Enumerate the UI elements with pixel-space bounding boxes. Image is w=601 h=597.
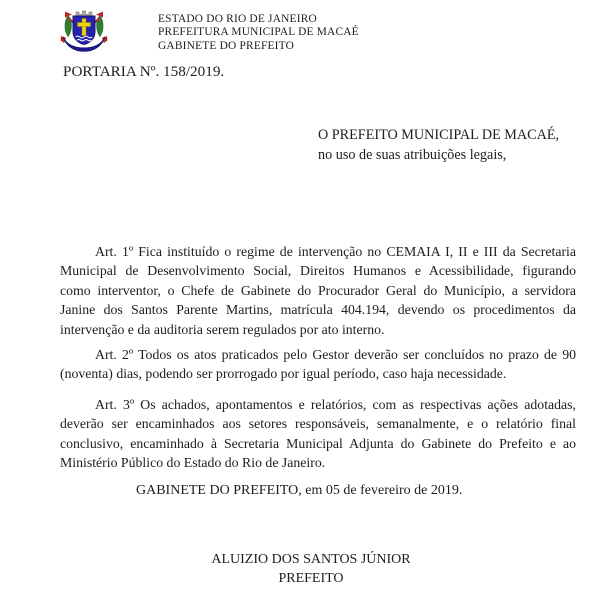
document-number: PORTARIA Nº. 158/2019. <box>63 63 225 80</box>
paragraph-line: Art. 2º Todos os atos praticados pelo Gestor deverão ser concluídos no prazo de 90 <box>95 347 576 362</box>
paragraph-line: deverão ser encaminhados aos setores responsáveis, semanalmente, e o relatório final <box>60 416 576 432</box>
signer-role: PREFEITO <box>278 571 344 586</box>
article-3-paragraph <box>60 395 576 473</box>
paragraph-line: Municipal de Desenvolvimento Social, Direitos Humanos e Acessibilidade, figurando <box>60 263 576 279</box>
coat-of-arms-logo <box>56 7 112 55</box>
org-name-line-state: ESTADO DO RIO DE JANEIRO <box>158 13 317 25</box>
paragraph-line: intervenção e da auditoria serem regulados por ato interno. <box>60 321 385 337</box>
opening-clause <box>318 126 559 165</box>
paragraph-line: Art. 1º Fica instituído o regime de intervenção no CEMAIA I, II e III da Secretaria <box>95 244 576 259</box>
macae-coat-of-arms-icon <box>56 7 112 55</box>
article-2-paragraph <box>60 345 576 384</box>
opening-line-issuer: O PREFEITO MUNICIPAL DE MACAÉ, <box>318 127 560 143</box>
signature-block <box>161 550 461 588</box>
signer-name: ALUIZIO DOS SANTOS JÚNIOR <box>211 552 411 567</box>
closing-line: GABINETE DO PREFEITO, em 05 de fevereiro de 2019. <box>136 483 463 498</box>
paragraph-line: Art. 3º Os achados, apontamentos e relatórios, com as respectivas ações adotadas, <box>95 397 576 412</box>
paragraph-line: Janine dos Santos Parente Martins, matrícula 404.194, devendo os procedimentos da <box>60 302 576 318</box>
paragraph-line: como interventor, o Chefe de Gabinete do Procurador Geral do Município, a servidora <box>60 282 576 298</box>
org-name-line-gabinete: GABINETE DO PREFEITO <box>158 39 295 52</box>
paragraph-line: conclusivo, encaminhado à Secretaria Municipal Adjunta do Gabinete do Prefeito e ao <box>60 435 576 451</box>
paragraph-line: (noventa) dias, podendo ser prorrogado por igual período, caso haja necessidade. <box>60 366 507 382</box>
article-1-paragraph <box>60 242 576 339</box>
org-name-line-prefeitura: PREFEITURA MUNICIPAL DE MACAÉ <box>158 26 359 39</box>
paragraph-line: Ministério Público do Estado do Rio de Janeiro. <box>60 455 326 471</box>
letterhead <box>158 13 359 53</box>
opening-line-powers: no uso de suas atribuições legais, <box>318 146 507 163</box>
